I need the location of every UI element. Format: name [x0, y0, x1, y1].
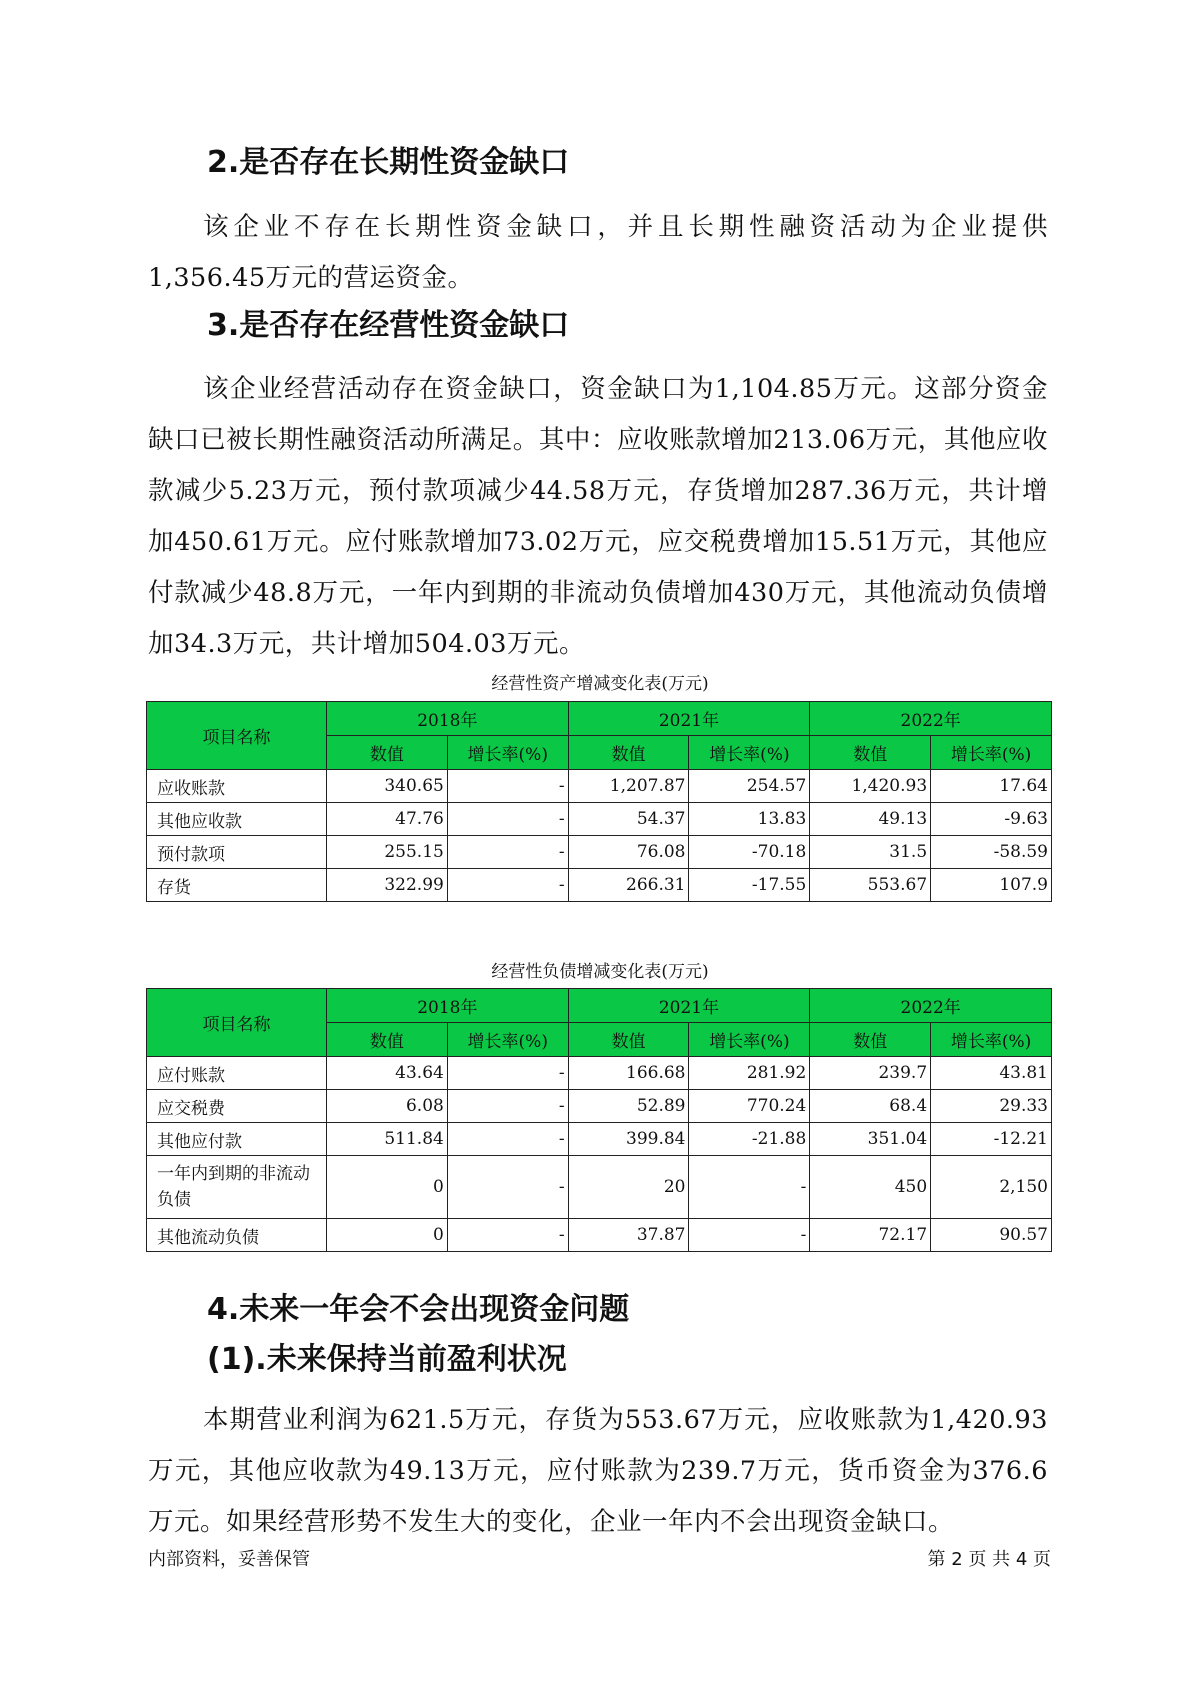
value-cell: 511.84 [327, 1123, 448, 1156]
growth-subheader: 增长率(%) [689, 736, 810, 770]
row-name-cell: 应付账款 [147, 1057, 327, 1090]
value-cell: 266.31 [568, 869, 689, 902]
growth-rate-cell: 29.33 [931, 1090, 1052, 1123]
section3-heading: 3.是否存在经营性资金缺口 [207, 308, 570, 343]
row-name-cell: 应交税费 [147, 1090, 327, 1123]
year-header: 2021年 [568, 989, 810, 1023]
value-cell: 52.89 [568, 1090, 689, 1123]
value-cell: 0 [327, 1219, 448, 1252]
year-header: 2022年 [810, 702, 1052, 736]
table-row [147, 770, 1052, 803]
value-cell: 76.08 [568, 836, 689, 869]
value-cell: 399.84 [568, 1123, 689, 1156]
growth-rate-cell: - [447, 1057, 568, 1090]
growth-rate-cell: -12.21 [931, 1123, 1052, 1156]
table-row [147, 803, 1052, 836]
growth-rate-cell: -58.59 [931, 836, 1052, 869]
growth-rate-cell: 2,150 [931, 1156, 1052, 1219]
section4-subheading: (1).未来保持当前盈利状况 [207, 1342, 567, 1377]
growth-subheader: 增长率(%) [931, 1023, 1052, 1057]
footer-page-number: 第 2 页 共 4 页 [927, 1549, 1051, 1570]
growth-subheader: 增长率(%) [447, 1023, 568, 1057]
value-cell: 553.67 [810, 869, 931, 902]
row-name-cell: 应收账款 [147, 770, 327, 803]
name-header: 项目名称 [147, 702, 327, 770]
value-cell: 351.04 [810, 1123, 931, 1156]
row-name-cell: 其他流动负债 [147, 1219, 327, 1252]
growth-rate-cell: - [447, 1123, 568, 1156]
growth-subheader: 增长率(%) [447, 736, 568, 770]
table-row [147, 1090, 1052, 1123]
table-row [147, 1057, 1052, 1090]
growth-rate-cell: -70.18 [689, 836, 810, 869]
table-row [147, 836, 1052, 869]
year-header: 2021年 [568, 702, 810, 736]
liability-table-caption: 经营性负债增减变化表(万元) [491, 962, 709, 982]
year-header: 2022年 [810, 989, 1052, 1023]
table-row [147, 1156, 1052, 1219]
growth-rate-cell: -17.55 [689, 869, 810, 902]
growth-rate-cell: 107.9 [931, 869, 1052, 902]
value-subheader: 数值 [568, 1023, 689, 1057]
growth-rate-cell: - [447, 1156, 568, 1219]
value-cell: 43.64 [327, 1057, 448, 1090]
row-name-cell: 其他应收款 [147, 803, 327, 836]
liability-change-table [146, 988, 1052, 1252]
growth-rate-cell: - [447, 869, 568, 902]
growth-rate-cell: 254.57 [689, 770, 810, 803]
section2-paragraph: 该企业不存在长期性资金缺口，并且长期性融资活动为企业提供1,356.45万元的营运资金。 [148, 212, 1048, 293]
growth-rate-cell: -21.88 [689, 1123, 810, 1156]
value-cell: 68.4 [810, 1090, 931, 1123]
value-cell: 1,207.87 [568, 770, 689, 803]
value-cell: 6.08 [327, 1090, 448, 1123]
growth-subheader: 增长率(%) [689, 1023, 810, 1057]
value-cell: 47.76 [327, 803, 448, 836]
name-header: 项目名称 [147, 989, 327, 1057]
growth-rate-cell: 17.64 [931, 770, 1052, 803]
table-row [147, 869, 1052, 902]
value-cell: 49.13 [810, 803, 931, 836]
value-subheader: 数值 [810, 1023, 931, 1057]
growth-rate-cell: 43.81 [931, 1057, 1052, 1090]
growth-rate-cell: - [447, 1090, 568, 1123]
value-cell: 37.87 [568, 1219, 689, 1252]
growth-rate-cell: 13.83 [689, 803, 810, 836]
value-cell: 340.65 [327, 770, 448, 803]
value-subheader: 数值 [327, 736, 448, 770]
row-name-cell: 一年内到期的非流动负债 [147, 1156, 327, 1219]
table-row [147, 1219, 1052, 1252]
row-name-cell: 存货 [147, 869, 327, 902]
growth-rate-cell: 770.24 [689, 1090, 810, 1123]
growth-subheader: 增长率(%) [931, 736, 1052, 770]
section2-heading: 2.是否存在长期性资金缺口 [207, 145, 570, 180]
section3-paragraph: 该企业经营活动存在资金缺口，资金缺口为1,104.85万元。这部分资金缺口已被长期性融资活动所满足。其中：应收账款增加213.06万元，其他应收款减少5.23万元，预付款项减少44.58万元，存货增加287.36万元，共计增加450.61万元。应付账款增加73.02万元，应交税费增加15.51万元，其他应付款减少48.8万元，一年内到期的非流动负债增加430万元，其他流动负债增加34.3万元，共计增加504.03万元。 [148, 374, 1048, 659]
asset-table-caption: 经营性资产增减变化表(万元) [491, 674, 709, 694]
value-cell: 166.68 [568, 1057, 689, 1090]
growth-rate-cell: 281.92 [689, 1057, 810, 1090]
value-cell: 1,420.93 [810, 770, 931, 803]
value-cell: 255.15 [327, 836, 448, 869]
growth-rate-cell: - [447, 803, 568, 836]
value-cell: 0 [327, 1156, 448, 1219]
value-cell: 31.5 [810, 836, 931, 869]
year-header: 2018年 [327, 989, 569, 1023]
section4-paragraph: 本期营业利润为621.5万元，存货为553.67万元，应收账款为1,420.93万元，其他应收款为49.13万元，应付账款为239.7万元，货币资金为376.6万元。如果经营形势不发生大的变化，企业一年内不会出现资金缺口。 [148, 1405, 1048, 1537]
growth-rate-cell: - [689, 1156, 810, 1219]
row-name-cell: 预付款项 [147, 836, 327, 869]
value-subheader: 数值 [327, 1023, 448, 1057]
value-cell: 20 [568, 1156, 689, 1219]
value-cell: 239.7 [810, 1057, 931, 1090]
growth-rate-cell: -9.63 [931, 803, 1052, 836]
value-cell: 450 [810, 1156, 931, 1219]
value-subheader: 数值 [810, 736, 931, 770]
value-cell: 322.99 [327, 869, 448, 902]
table-row [147, 1123, 1052, 1156]
value-cell: 72.17 [810, 1219, 931, 1252]
row-name-cell: 其他应付款 [147, 1123, 327, 1156]
value-subheader: 数值 [568, 736, 689, 770]
year-header: 2018年 [327, 702, 569, 736]
growth-rate-cell: - [689, 1219, 810, 1252]
footer-confidential-note: 内部资料，妥善保管 [148, 1549, 310, 1570]
asset-change-table [146, 701, 1052, 902]
growth-rate-cell: - [447, 770, 568, 803]
growth-rate-cell: 90.57 [931, 1219, 1052, 1252]
growth-rate-cell: - [447, 836, 568, 869]
section4-heading: 4.未来一年会不会出现资金问题 [207, 1292, 630, 1327]
growth-rate-cell: - [447, 1219, 568, 1252]
value-cell: 54.37 [568, 803, 689, 836]
